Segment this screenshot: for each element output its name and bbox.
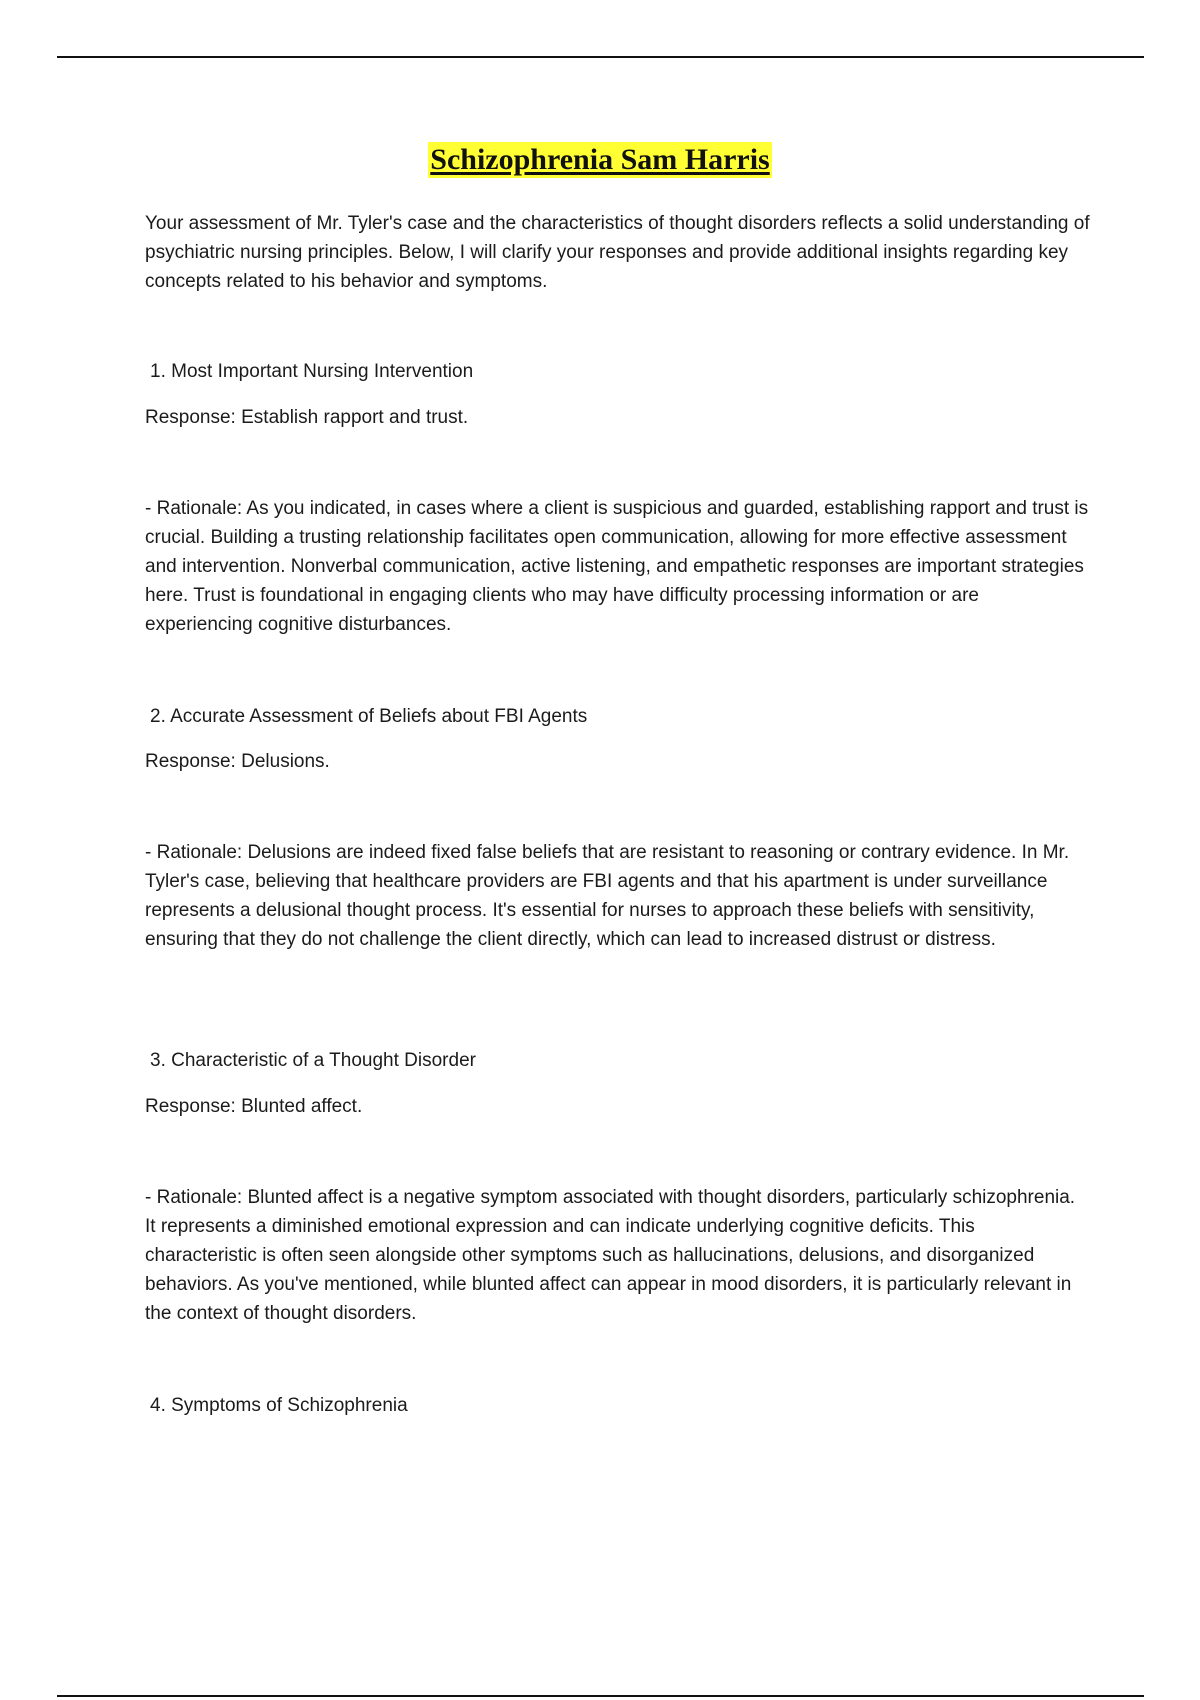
section-2-heading: 2. Accurate Assessment of Beliefs about FBI Agents [150, 706, 588, 727]
section-2-rationale: - Rationale: Delusions are indeed fixed false beliefs that are resistant to reasoning or contrary evidence. In Mr. Tyler's case, believing that healthcare providers are FBI agents and that his apartment is under surveillance represents a delusional thought process. It's essential for nurses to approach these beliefs with sensitivity, ensuring that they do not challenge the client directly, which can lead to increased distrust or distress. [145, 842, 1070, 950]
section-1-rationale: - Rationale: As you indicated, in cases where a client is suspicious and guarded, establishing rapport and trust is crucial. Building a trusting relationship facilitates open communication, allowing for more effective assessment and intervention. Nonverbal communication, active listening, and empathetic responses are important strategies here. Trust is foundational in engaging clients who may have difficulty processing information or are experiencing cognitive disturbances. [145, 498, 1089, 635]
section-4-heading: 4. Symptoms of Schizophrenia [150, 1395, 408, 1416]
document-title: Schizophrenia Sam Harris [430, 143, 770, 176]
title-block [0, 142, 1200, 178]
section-2-response: Response: Delusions. [145, 751, 330, 772]
section-1-heading: 1. Most Important Nursing Intervention [150, 361, 474, 382]
section-3-rationale: - Rationale: Blunted affect is a negative symptom associated with thought disorders, particularly schizophrenia. It represents a diminished emotional expression and can indicate underlying cognitive deficits. This characteristic is often seen alongside other symptoms such as hallucinations, delusions, and disorganized behaviors. As you've mentioned, while blunted affect can appear in mood disorders, it is particularly relevant in the context of thought disorders. [145, 1187, 1076, 1324]
section-3-response: Response: Blunted affect. [145, 1096, 363, 1117]
intro-paragraph: Your assessment of Mr. Tyler's case and the characteristics of thought disorders reflects a solid understanding of psychiatric nursing principles. Below, I will clarify your responses and provide additional insights regarding key concepts related to his behavior and symptoms. [145, 213, 1090, 292]
section-3-heading: 3. Characteristic of a Thought Disorder [150, 1050, 476, 1071]
top-rule [57, 56, 1144, 58]
section-1-response: Response: Establish rapport and trust. [145, 407, 469, 428]
bottom-rule [57, 1695, 1144, 1697]
